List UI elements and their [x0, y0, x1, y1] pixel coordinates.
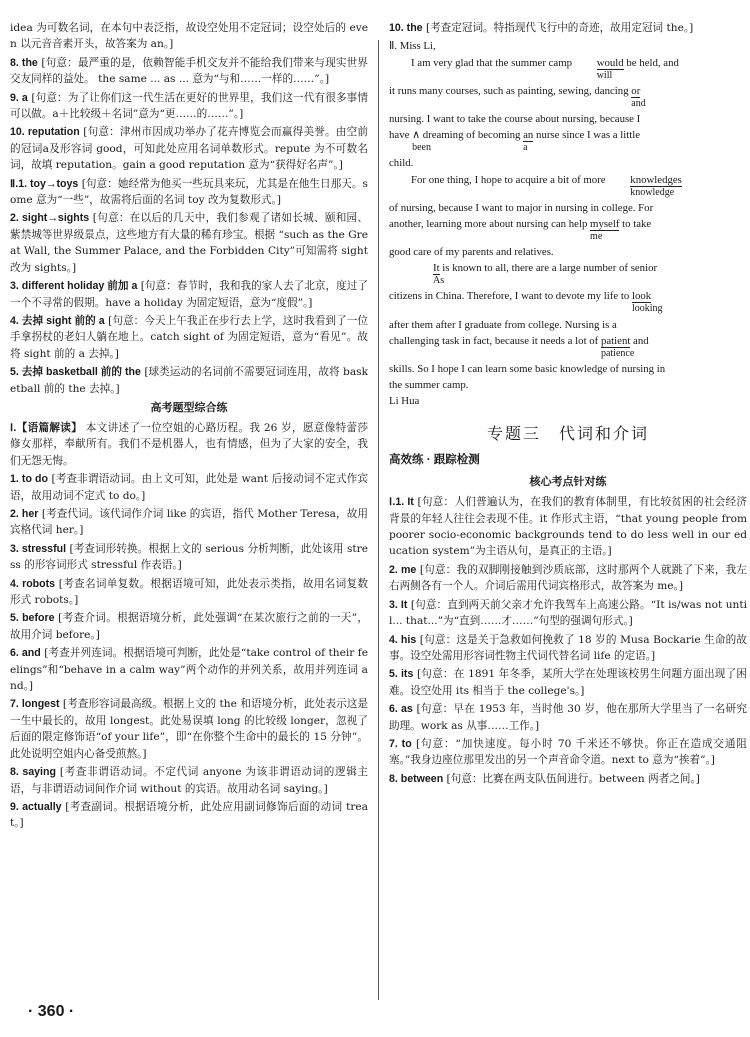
- error-word: an: [523, 129, 534, 142]
- answer-item: [10, 313, 368, 362]
- error-word: It: [433, 262, 440, 275]
- answer-item: [389, 562, 747, 595]
- error-word: patient: [600, 334, 631, 347]
- answer-explanation: [考查名词单复数。根据语境可知，此处表示类指，故用名词复数形式 robots。]: [10, 577, 368, 607]
- answer-item: [10, 124, 368, 173]
- correction-word: patience: [600, 347, 635, 359]
- answer-explanation: [考查形容词最高级。根据上文的 the 和语境分析，此处表示这是一生中最长的，故用 longest。此处易误填 long 的比较级 longer，忽视了后面的限定修饰语“of your life”，即“在你整个生命中的最长的 15 分钟”。此处说明空姐内心备受煎熬。]: [10, 698, 368, 760]
- answer-key: 8. between: [389, 772, 444, 785]
- answer-item: [10, 364, 368, 397]
- answer-explanation: [句意：她经常为他买一些玩具来玩，尤其是在他生日那天。some 意为“一些”，故需将后面的名词 toy 改为复数形式。]: [10, 177, 368, 207]
- answer-item: [10, 541, 368, 574]
- error-word: or: [631, 84, 641, 97]
- answer-key: 8. saying: [10, 766, 56, 779]
- answer-explanation: [考查词形转换。根据上文的 serious 分析判断，此处该用 stress 的形容词形式 stressful 作表语。]: [10, 542, 368, 572]
- answer-explanation: [考查介词。根据语境分析，此处强调“在某次旅行之前的一天”，故用介词 before。]: [10, 612, 369, 641]
- answer-explanation: [考查副词。根据语境分析，此处应用副词修饰后面的动词 treat。]: [10, 800, 368, 830]
- correction-word: As: [433, 275, 445, 287]
- answer-key: 8. the: [10, 56, 38, 69]
- answer-item: [10, 420, 368, 469]
- answer-explanation: [考查非谓语动词。由上文可知，此处是 want 后接动词不定式作宾语，故用动词不定式 to do。]: [10, 473, 368, 502]
- answer-explanation: [句意：津州市因成功举办了花卉博览会而赢得美誉。由空前的冠词a及形容词 good，可知此处应用名词单数形式。repute 为不可数名词，故填 reputation。gain a good reputation 意为“获得好名声”。]: [10, 126, 368, 172]
- answer-explanation: [句意：比赛在两支队伍间进行。between 两者之间。]: [446, 772, 700, 785]
- answer-key: 5. before: [10, 612, 55, 625]
- answer-explanation: [考查代词。该代词作介词 like 的宾语，指代 Mother Teresa，故用宾格代词 her。]: [10, 508, 369, 537]
- letter-line: good care of my parents and relatives.: [389, 246, 554, 259]
- answer-explanation: [句意：在以后的几天中，我们参观了诸如长城、颐和园、紫禁城等世界级景点，这些地方有大量的稀有珍宝。根据 “such as the Great Wall, the Summer Palace, and the Forbidden City”可知需将 sight 改为 sights。]: [10, 212, 368, 274]
- answer-key: 3. different holiday 前加 a: [10, 280, 138, 293]
- answer-explanation: [句意：直到两天前父亲才允许我驾车上高速公路。“It is/was not until... that...”为“直到……才……”句型的强调句形式。]: [389, 598, 747, 628]
- answer-item: [10, 471, 368, 504]
- section-heading-gaokao: 高考题型综合练: [150, 401, 228, 414]
- answer-explanation: [句意：“加快速度。每小时 70 千米还不够快。你正在造成交通阻塞。”我身边座位那里发出的另一个声音命令道。next to 意为“挨着”。]: [389, 737, 747, 767]
- answer-explanation: [句意：最严重的是，依赖智能手机交友并不能给我们带来与现实世界交友同样的益处。 the same ... as ... 意为“与和……一样的……”。]: [10, 56, 368, 86]
- answer-key: 4. robots: [10, 577, 56, 590]
- answer-item: [10, 610, 368, 643]
- answer-explanation: [句意：我的双脚刚接触到沙质底部，这时那两个人就跳了下来，我左右两侧各有一个人。介词后需用代词宾格形式，故答案为 me。]: [389, 563, 747, 593]
- letter-line: skills. So I hope I can learn some basic knowledge of nursing in: [389, 363, 666, 376]
- right-column: [389, 20, 747, 789]
- answer-key: 9. a: [10, 91, 28, 104]
- answer-key: 5. 去掉 basketball 前的 the: [10, 366, 141, 379]
- answer-item: [389, 597, 747, 630]
- answer-item: [10, 764, 368, 797]
- answer-item: [10, 20, 368, 53]
- answer-key: 1. to do: [10, 473, 48, 486]
- answer-key: 6. and: [10, 647, 41, 660]
- answer-item: [389, 771, 747, 787]
- answer-key: 9. actually: [10, 800, 62, 813]
- answer-item: [10, 210, 368, 276]
- answer-item: [10, 278, 368, 311]
- letter-line: of nursing, because I want to major in nursing in college. For: [389, 201, 654, 214]
- correction-word: knowledge: [630, 186, 675, 198]
- answer-list-right: [389, 494, 747, 787]
- correction-word: will: [596, 69, 613, 81]
- letter-line: I am very glad that the summer camp would will be held, and: [411, 56, 679, 81]
- letter-signature: Li Hua: [389, 395, 420, 408]
- letter-line: challenging task in fact, because it needs a lot of patient patience and: [389, 334, 649, 359]
- answer-explanation: 本文讲述了一位空姐的心路历程。我 26 岁，愿意像特蕾莎修女那样，奉献所有。我们不是机器人，也有情感，但为了大家的安全，我们无怨无悔。: [10, 421, 368, 467]
- answer-key: 4. his: [389, 633, 417, 646]
- error-word: look: [631, 290, 652, 303]
- answer-key: Ⅰ.1. It: [389, 496, 414, 509]
- chapter-title: 专题三 代词和介词: [486, 423, 649, 443]
- answer-key: 3. stressful: [10, 542, 67, 555]
- answer-key: 2. sight→sights: [10, 212, 90, 225]
- answer-item: [10, 90, 368, 123]
- answer-explanation: [句意：在 1891 年冬季，某所大学在处理该校男生问题方面出现了困难。设空处用 its 相当于 the college's。]: [389, 668, 747, 697]
- answer-item: [389, 494, 747, 560]
- answer-item: [389, 701, 747, 734]
- answer-explanation: [句意：为了让你们这一代生活在更好的世界里，我们这一代有很多事情可以做。a＋比较级＋名词”意为“更……的……”。]: [10, 91, 369, 121]
- error-word: myself: [590, 217, 620, 230]
- answer-item: [10, 55, 368, 88]
- answer-item: [10, 645, 368, 694]
- letter-salutation: Ⅱ. Miss Li,: [389, 40, 436, 53]
- answer-item: [389, 666, 747, 699]
- letter-line: citizens in China. Therefore, I want to devote my life to look looking: [389, 290, 663, 315]
- letter-line: another, learning more about nursing can help myself me to take: [389, 217, 652, 242]
- letter-line: it runs many courses, such as painting, sewing, dancing or and: [389, 84, 646, 109]
- letter-line: the summer camp.: [389, 379, 469, 392]
- answer-explanation: idea 为可数名词，在本句中表泛指，故设空处用不定冠词；设空处后的 even 以元音音素开头，故答案为 an。]: [10, 22, 368, 51]
- letter-line: For one thing, I hope to acquire a bit of more knowledges knowledge: [411, 173, 682, 198]
- answer-item: [10, 506, 368, 539]
- answer-key: 10. reputation: [10, 126, 80, 139]
- answer-key: 7. longest: [10, 698, 60, 711]
- answer-key: Ⅱ.1. toy→toys: [10, 177, 79, 190]
- answer-explanation: [球类运动的名词前不需要冠词连用，故将 basketball 前的 the 去掉。]: [10, 366, 368, 395]
- correction-word: looking: [631, 303, 663, 315]
- answer-key: 4. 去掉 sight 前的 a: [10, 314, 105, 327]
- page-number: · 360 ·: [28, 1003, 75, 1020]
- correction-word: been: [412, 142, 431, 154]
- answer-explanation: [句意：春节时，我和我的家人去了北京，度过了一个不寻常的假期。have a holiday 为固定短语，意为“度假”。]: [10, 280, 368, 309]
- answer-key: 3. It: [389, 598, 408, 611]
- answer-key: 6. as: [389, 703, 413, 716]
- answer-key: 2. me: [389, 563, 417, 576]
- answer-explanation: [考查定冠词。特指现代飞行中的奇迹，故用定冠词 the。]: [425, 22, 694, 34]
- answer-explanation: [句意：人们普遍认为，在我们的教育体制里，有比较贫困的社会经济背景的年轻人往往会表现不佳。it 作形式主语，“that young people from poorer socio-economic backgrounds tend to do less well in our education system”为主语从句，是真正的主语。]: [389, 496, 747, 558]
- error-word: would: [596, 56, 624, 69]
- answer-list-left-2: [10, 420, 368, 832]
- correction-word: and: [631, 97, 646, 109]
- insert-mark: ∧: [412, 129, 420, 142]
- answer-item: [10, 576, 368, 609]
- correction-word: a: [523, 142, 528, 154]
- letter-line: have ∧ been dreaming of becoming $\frac{an}{a}$ nurse since I was a little: [389, 129, 641, 154]
- letter-correction: [389, 38, 747, 409]
- answer-explanation: [句意：早在 1953 年，当时他 30 岁，他在那所大学里当了一名研究助理。work as 从事……工作。]: [389, 703, 747, 732]
- left-column: [10, 20, 368, 834]
- letter-line: child.: [389, 157, 414, 170]
- answer-item: [10, 799, 368, 832]
- answer-explanation: [句意：今天上午我正在步行去上学，这时我看到了一位手拿拐杖的老妇人躺在地上。catch sight of 为固定短语，意为“看见”。故将 sight 前的 a 去掉。]: [10, 314, 368, 360]
- error-word: knowledges: [630, 173, 682, 186]
- letter-line: $\frac{It}{As}$ is known to all, there are a large number of senior: [389, 260, 747, 276]
- answer-item: [10, 696, 368, 762]
- answer-item: [389, 736, 747, 769]
- answer-item: [389, 20, 747, 36]
- letter-line: nursing. I want to take the course about nursing, because I: [389, 112, 641, 125]
- section-heading-core: 核心考点针对练: [529, 476, 607, 489]
- answer-item: [10, 176, 368, 209]
- answer-explanation: [考查非谓语动词。不定代词 anyone 为该非谓语动词的逻辑主语，与非谓语动词间作介词 without 的宾语。故用动名词 saying。]: [10, 766, 368, 795]
- letter-line: after them after I graduate from college. Nursing is a: [389, 318, 617, 331]
- column-divider: [378, 40, 379, 1000]
- answer-explanation: [考查并列连词。根据语境可判断，此处是“take control of their feelings”和“behave in a calm way”两个动作的并列关系，故用并列连词 and。]: [10, 647, 368, 693]
- answer-key: 5. its: [389, 668, 414, 681]
- answer-key: 7. to: [389, 737, 412, 750]
- answer-list-left: [10, 20, 368, 397]
- answer-explanation: [句意：这是关于急救如何挽救了 18 岁的 Musa Bockarie 生命的故事。设空处需用形容词性物主代词代替名词 life 的定语。]: [389, 633, 747, 662]
- answer-key: 10. the: [389, 22, 423, 34]
- answer-item: [389, 632, 747, 665]
- exercise-bar-title: 高效练 · 跟踪检测: [389, 454, 480, 467]
- answer-key: 2. her: [10, 508, 39, 521]
- answer-key: Ⅰ.【语篇解读】: [10, 421, 83, 434]
- correction-word: me: [590, 230, 603, 242]
